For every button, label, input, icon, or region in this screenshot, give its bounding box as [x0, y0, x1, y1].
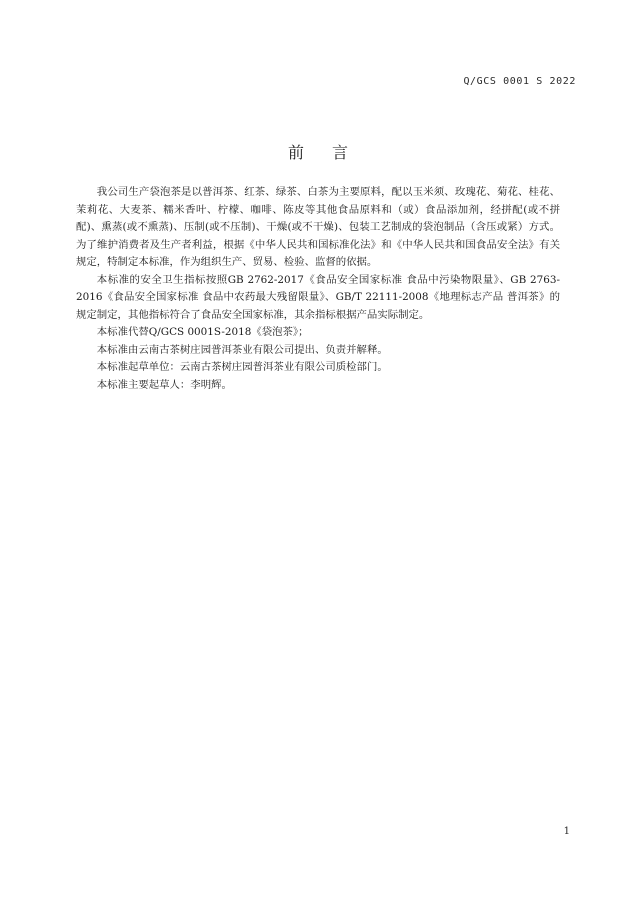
paragraph-proposed-by: 本标准由云南古茶树庄园普洱茶业有限公司提出、负责并解释。: [96, 343, 388, 356]
standard-code: Q/GCS 0001 S 2022: [463, 76, 576, 87]
paragraph-replaces: 本标准代替Q/GCS 0001S-2018《袋泡茶》；: [96, 326, 309, 338]
paragraph-safety-indicators: 本标准的安全卫生指标按照GB 2762-2017《食品安全国家标准 食品中污染物限量》、GB 2763-2016《食品安全国家标准 食品中农药最大残留限量》、GB/T 22111-2008《地理标志产品 普洱茶》的规定制定，其他指标符合了食品安全国家标准，其余指标根据产品实际制定。: [76, 273, 560, 321]
paragraph-drafting-unit: 本标准起草单位：云南古茶树庄园普洱茶业有限公司质检部门。: [96, 361, 388, 373]
page-title: 前言: [287, 143, 376, 162]
foreword-body: [76, 184, 560, 394]
page-number: 1: [563, 826, 570, 837]
paragraph-drafters: 本标准主要起草人：李明辉。: [96, 378, 232, 391]
paragraph-intro: 我公司生产袋泡茶是以普洱茶、红茶、绿茶、白茶为主要原料，配以玉米须、玫瑰花、菊花、桂花、茉莉花、大麦茶、糯米香叶、柠檬、咖啡、陈皮等其他食品原料和（或）食品添加剂，经拼配(或不拼配)、熏蒸(或不熏蒸)、压制(或不压制)、干燥(或不干燥)、包装工艺制成的袋泡制品（含压或紧）方式。为了维护消费者及生产者利益，根据《中华人民共和国标准化法》和《中华人民共和国食品安全法》有关规定，特制定本标准，作为组织生产、贸易、检验、监督的依据。: [76, 186, 560, 268]
